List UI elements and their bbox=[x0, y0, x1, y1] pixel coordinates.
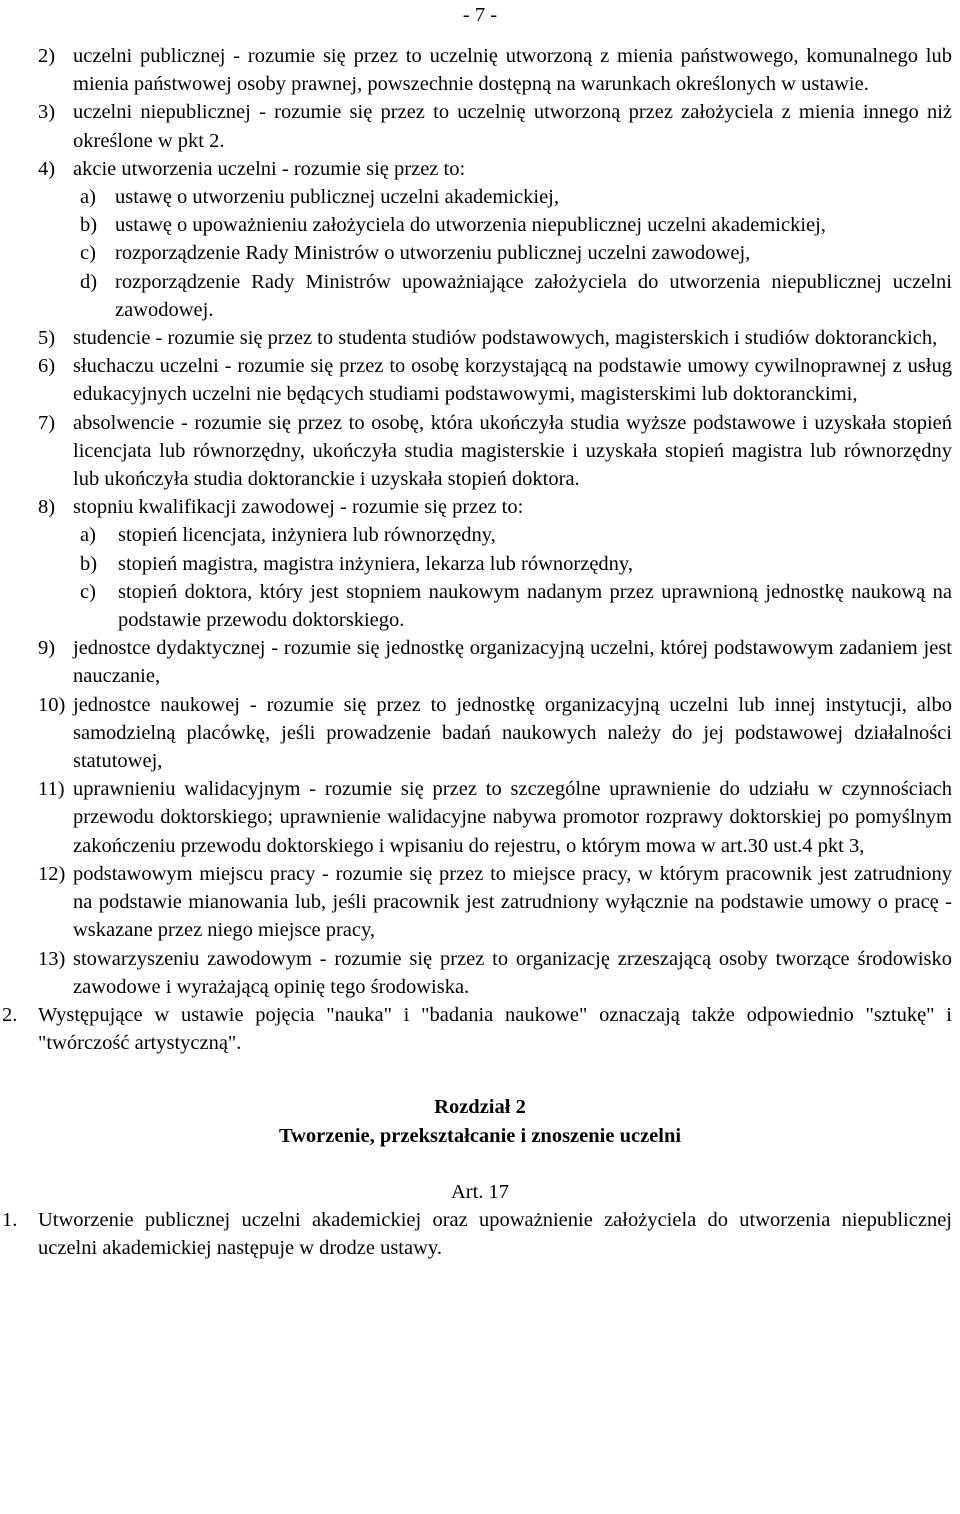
definition-item bbox=[0, 945, 960, 1001]
item-number: 11) bbox=[38, 778, 65, 801]
item-number: 3) bbox=[38, 101, 56, 124]
sub-item-text: stopień magistra, magistra inżyniera, lekarza lub równorzędny, bbox=[118, 552, 633, 575]
item-text: jednostce dydaktycznej - rozumie się jednostkę organizacyjną uczelni, której podstawowym zadaniem jest nauczanie, bbox=[73, 637, 952, 688]
sub-item-letter: b) bbox=[80, 214, 98, 237]
sub-item-text: ustawę o upoważnieniu założyciela do utworzenia niepublicznej uczelni akademickiej, bbox=[115, 214, 826, 237]
paragraph-item bbox=[0, 1206, 960, 1262]
paragraph-text: Utworzenie publicznej uczelni akademickiej oraz upoważnienie założyciela do utworzenia niepublicznej uczelni akademickiej następuje w drodze ustawy. bbox=[38, 1208, 952, 1260]
chapter-subtitle: Tworzenie, przekształcanie i znoszenie uczelni bbox=[278, 1124, 682, 1147]
sub-item-letter: a) bbox=[80, 186, 96, 209]
article-title: Art. 17 bbox=[450, 1180, 510, 1203]
sub-item bbox=[0, 183, 960, 211]
sub-item bbox=[0, 268, 960, 324]
sub-item-letter: c) bbox=[80, 580, 96, 603]
definition-item bbox=[0, 691, 960, 776]
item-text: studencie - rozumie się przez to studenta studiów podstawowych, magisterskich i studiów doktoranckich, bbox=[73, 327, 938, 350]
item-number: 9) bbox=[38, 637, 56, 660]
definition-item bbox=[0, 409, 960, 494]
sub-item-text: stopień licencjata, inżyniera lub równorzędny, bbox=[118, 524, 496, 547]
definition-item bbox=[0, 352, 960, 408]
sub-item-letter: b) bbox=[80, 552, 98, 575]
item-text: jednostce naukowej - rozumie się przez to jednostkę organizacyjną uczelni lub innej instytucji, albo samodzielną placówkę, jeśli prowadzenie badań naukowych należy do jej podstawowej działalności statutowej, bbox=[73, 693, 952, 773]
item-text: akcie utworzenia uczelni - rozumie się przez to: bbox=[73, 157, 466, 180]
definition-item bbox=[0, 493, 960, 521]
definition-item bbox=[0, 98, 960, 154]
sub-item-text: rozporządzenie Rady Ministrów o utworzeniu publicznej uczelni zawodowej, bbox=[115, 242, 751, 265]
definition-item bbox=[0, 155, 960, 183]
item-text: słuchaczu uczelni - rozumie się przez to osobę korzystającą na podstawie umowy cywilnoprawnej z usług edukacyjnych uczelni nie będących studiami podstawowymi, magisterskimi lub doktoranckimi, bbox=[73, 355, 952, 406]
definition-item bbox=[0, 634, 960, 690]
item-number: 13) bbox=[38, 947, 66, 970]
item-text: uczelni publicznej - rozumie się przez to uczelnię utworzoną z mienia państwowego, komunalnego lub mienia państwowej osoby prawnej, powszechnie dostępną na warunkach określonych w ustawie. bbox=[73, 45, 952, 96]
item-text: podstawowym miejscu pracy - rozumie się przez to miejsce pracy, w którym pracownik jest zatrudniony na podstawie mianowania lub, jeśli pracownik jest zatrudniony wyłącznie na podstawie umowy o pracę - wskazane przez niego miejsce pracy, bbox=[73, 862, 952, 942]
sub-item-text: ustawę o utworzeniu publicznej uczelni akademickiej, bbox=[115, 186, 559, 209]
item-number: 12) bbox=[38, 862, 66, 885]
sub-item bbox=[0, 211, 960, 239]
sub-item bbox=[0, 578, 960, 634]
sub-item-text: rozporządzenie Rady Ministrów upoważniające założyciela do utworzenia niepublicznej uczelni zawodowej. bbox=[115, 270, 952, 321]
sub-item-text: stopień doktora, który jest stopniem naukowym nadanym przez uprawnioną jednostkę naukową na podstawie przewodu doktorskiego. bbox=[118, 580, 952, 632]
item-number: 5) bbox=[38, 327, 56, 350]
item-text: stowarzyszeniu zawodowym - rozumie się przez to organizację zrzeszającą osoby tworzące środowisko zawodowe i wyrażającą opinię tego środowiska. bbox=[73, 947, 952, 998]
item-number: 6) bbox=[38, 355, 56, 378]
sub-item-letter: c) bbox=[80, 242, 96, 265]
paragraph-item bbox=[0, 1001, 960, 1057]
item-number: 8) bbox=[38, 496, 56, 519]
item-number: 7) bbox=[38, 411, 56, 434]
definition-item bbox=[0, 324, 960, 352]
item-text: uprawnieniu walidacyjnym - rozumie się przez to szczególne uprawnienie do udziału w czynnościach przewodu doktorskiego; uprawnienie walidacyjne nabywa promotor rozprawy doktorskiej po pomyślnym zakończeniu przewodu doktorskiego i wpisaniu do rejestru, o którym mowa w art.30 ust.4 pkt 3, bbox=[73, 778, 952, 857]
item-number: 2) bbox=[38, 45, 56, 67]
sub-item-letter: d) bbox=[80, 270, 98, 293]
item-text: uczelni niepublicznej - rozumie się przez to uczelnię utworzoną przez założyciela z mienia innego niż określone w pkt 2. bbox=[73, 101, 952, 152]
sub-item bbox=[0, 239, 960, 267]
chapter-title: Rozdział 2 bbox=[434, 1096, 526, 1119]
sub-item bbox=[0, 550, 960, 578]
definition-item bbox=[0, 860, 960, 945]
document-body bbox=[0, 42, 960, 1262]
item-text: absolwencie - rozumie się przez to osobę, która ukończyła studia wyższe podstawowe i uzyskała stopień licencjata lub równorzędny, ukończyła studia magisterskie i uzyskała stopień magistra lub równorzędny lub ukończyła studia doktoranckie i uzyskała stopień doktora. bbox=[73, 411, 952, 491]
paragraph-number: 2. bbox=[2, 1003, 18, 1026]
paragraph-number: 1. bbox=[2, 1208, 18, 1231]
sub-item bbox=[0, 521, 960, 549]
item-number: 4) bbox=[38, 157, 56, 180]
page-number: - 7 - bbox=[462, 4, 498, 26]
item-number: 10) bbox=[38, 693, 66, 716]
sub-item-letter: a) bbox=[80, 524, 96, 547]
item-text: stopniu kwalifikacji zawodowej - rozumie się przez to: bbox=[73, 496, 524, 519]
paragraph-text: Występujące w ustawie pojęcia "nauka" i "badania naukowe" oznaczają także odpowiednio "sztukę" i "twórczość artystyczną". bbox=[38, 1003, 952, 1055]
definition-item bbox=[0, 42, 960, 98]
definition-item bbox=[0, 775, 960, 860]
